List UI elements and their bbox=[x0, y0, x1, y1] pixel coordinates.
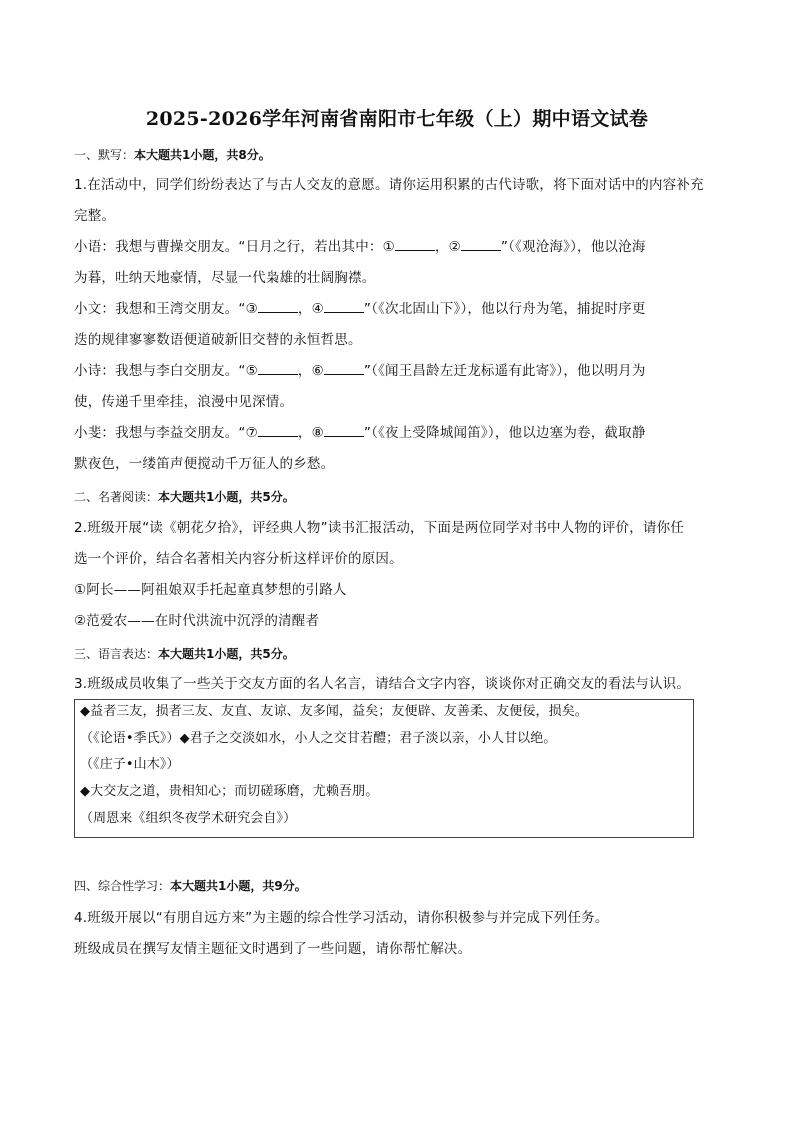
section-3-desc: 本大题共1小题，共5分。 bbox=[158, 647, 295, 661]
q4-line-2: 班级成员在撰写友情主题征文时遇到了一些问题，请你帮忙解决。 bbox=[74, 941, 472, 957]
section-4-desc: 本大题共1小题，共9分。 bbox=[170, 879, 307, 893]
section-2-name: 二、名著阅读： bbox=[74, 490, 159, 504]
q2-line-2: 选一个评价，结合名著相关内容分析这样评价的原因。 bbox=[74, 551, 403, 567]
quote-line: （周恩来《组织冬夜学术研究会自》） bbox=[80, 811, 297, 826]
q1-item-c bbox=[74, 356, 724, 387]
section-1-heading bbox=[74, 147, 271, 163]
q3-line-1: 3.班级成员收集了一些关于交友方面的名人名言，请结合文字内容，谈谈你对正确交友的看法与认识。 bbox=[74, 676, 691, 692]
blank-5[interactable] bbox=[258, 360, 298, 375]
q2-line-1: 2.班级开展“读《朝花夕拾》，评经典人物”读书汇报活动，下面是两位同学对书中人物的评价，请你任 bbox=[74, 520, 685, 536]
q1-item-a-line-2: 为暮，吐纳天地豪情，尽显一代枭雄的壮阔胸襟。 bbox=[74, 270, 376, 286]
section-2-desc: 本大题共1小题，共5分。 bbox=[158, 490, 295, 504]
q1-d-mid: ，⑧ bbox=[297, 425, 324, 441]
q1-item-b-line-2: 迭的规律寥寥数语便道破新旧交替的永恒哲思。 bbox=[74, 332, 362, 348]
blank-4[interactable] bbox=[324, 298, 364, 313]
section-1-name: 一、默写： bbox=[74, 148, 135, 162]
exam-title: 2025-2026学年河南省南阳市七年级（上）期中语文试卷 bbox=[145, 108, 649, 130]
q1-item-a bbox=[74, 232, 724, 263]
q2-option-2: ②范爱农——在时代洪流中沉浮的清醒者 bbox=[74, 613, 320, 629]
q1-intro-line-2: 完整。 bbox=[74, 208, 116, 224]
q1-a-mid: ，② bbox=[434, 239, 461, 255]
blank-8[interactable] bbox=[324, 422, 364, 437]
q1-item-b bbox=[74, 294, 724, 325]
section-1-desc: 本大题共1小题，共8分。 bbox=[134, 148, 271, 162]
q1-item-d-line-2: 默夜色，一缕笛声便搅动千万征人的乡愁。 bbox=[74, 456, 335, 472]
q1-item-c-line-2: 使，传递千里牵挂，浪漫中见深情。 bbox=[74, 394, 294, 410]
quotes-box bbox=[74, 699, 694, 838]
blank-2[interactable] bbox=[461, 236, 501, 251]
section-4-heading bbox=[74, 878, 307, 894]
q1-b-post: ”（《次北固山下》），他以行舟为笔，捕捉时序更 bbox=[363, 301, 646, 317]
section-3-name: 三、语言表达： bbox=[74, 647, 159, 661]
quote-line: ◆大交友之道，贵相知心；而切磋琢磨，尤赖吾朋。 bbox=[80, 784, 379, 799]
q1-intro-line-1: 1.在活动中，同学们纷纷表达了与古人交友的意愿。请你运用积累的古代诗歌，将下面对话中的内容补充 bbox=[74, 177, 704, 193]
blank-3[interactable] bbox=[258, 298, 298, 313]
q4-line-1: 4.班级开展以“有朋自远方来”为主题的综合性学习活动，请你积极参与并完成下列任务。 bbox=[74, 910, 609, 926]
q2-option-1: ①阿长——阿祖娘双手托起童真梦想的引路人 bbox=[74, 582, 347, 598]
blank-7[interactable] bbox=[258, 422, 298, 437]
q1-b-text: 小文：我想和王湾交朋友。“③ bbox=[74, 301, 258, 317]
blank-6[interactable] bbox=[324, 360, 364, 375]
q1-d-text: 小斐：我想与李益交朋友。“⑦ bbox=[74, 425, 258, 441]
q1-item-d bbox=[74, 418, 724, 449]
section-4-name: 四、综合性学习： bbox=[74, 879, 171, 893]
q1-a-post: ”（《观沧海》），他以沧海 bbox=[500, 239, 646, 255]
quote-line: （《论语•季氏》）◆君子之交淡如水，小人之交甘若醴；君子淡以亲，小人甘以绝。 bbox=[80, 731, 557, 746]
q1-c-mid: ，⑥ bbox=[297, 363, 324, 379]
section-3-heading bbox=[74, 646, 295, 662]
quote-line: ◆益者三友，损者三友、友直、友谅、友多闻，益矣；友便辟、友善柔、友便佞，损矣。 bbox=[80, 704, 588, 719]
q1-c-text: 小诗：我想与李白交朋友。“⑤ bbox=[74, 363, 258, 379]
blank-1[interactable] bbox=[395, 236, 435, 251]
q1-d-post: ”（《夜上受降城闻笛》），他以边塞为卷，截取静 bbox=[363, 425, 646, 441]
q1-c-post: ”（《闻王昌龄左迁龙标遥有此寄》），他以明月为 bbox=[363, 363, 646, 379]
section-2-heading bbox=[74, 489, 295, 505]
quote-line: （《庄子•山木》） bbox=[80, 757, 180, 772]
q1-b-mid: ，④ bbox=[297, 301, 324, 317]
q1-a-text: 小语：我想与曹操交朋友。“日月之行，若出其中：① bbox=[74, 239, 395, 255]
